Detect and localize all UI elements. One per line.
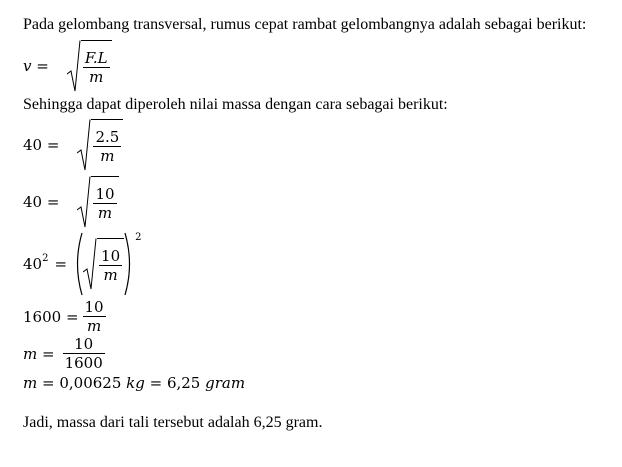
step4-denominator: m bbox=[86, 317, 102, 335]
step-6: m = 0,00625 kg = 6,25 gram bbox=[23, 374, 246, 392]
step3-denominator: m bbox=[103, 266, 118, 284]
sqrt-symbol bbox=[67, 40, 112, 92]
paren-group bbox=[73, 232, 134, 296]
step2-lhs: 40 = bbox=[23, 193, 60, 211]
left-paren-icon bbox=[73, 232, 83, 296]
step1-numerator: 2.5 bbox=[95, 128, 120, 146]
step5-lhs: m = bbox=[23, 344, 55, 363]
sqrt-symbol bbox=[77, 176, 118, 228]
step4-lhs: 1600 = bbox=[23, 307, 79, 326]
conclusion-text: Jadi, massa dari tali tersebut adalah 6,25 gram. bbox=[23, 414, 323, 431]
transition-text: Sehingga dapat diperoleh nilai massa dengan cara sebagai berikut: bbox=[23, 96, 448, 113]
step3-exponent: 2 bbox=[135, 232, 142, 243]
step2-numerator: 10 bbox=[95, 185, 115, 203]
sqrt-symbol bbox=[83, 238, 124, 290]
step3-lhs: $40^2$ bbox=[23, 253, 49, 273]
formula-velocity bbox=[23, 40, 112, 92]
step2-denominator: m bbox=[97, 204, 113, 222]
step-5 bbox=[23, 335, 105, 372]
step1-lhs: 40 = bbox=[23, 136, 60, 154]
formula-lhs: v = bbox=[23, 57, 49, 75]
step-2 bbox=[23, 176, 119, 228]
step-3: $40^2$ = $\frac{10}{m}$ 2 bbox=[23, 232, 142, 296]
step-1 bbox=[23, 119, 123, 171]
formula-fraction bbox=[83, 49, 110, 86]
step5-numerator: 10 bbox=[74, 335, 94, 353]
step5-denominator: 1600 bbox=[64, 354, 103, 372]
sqrt-symbol bbox=[77, 119, 123, 171]
right-paren-icon bbox=[124, 232, 134, 296]
step4-numerator: 10 bbox=[84, 298, 104, 316]
radical-sign-icon bbox=[83, 238, 97, 290]
radical-sign-icon bbox=[77, 176, 91, 228]
step-4 bbox=[23, 298, 106, 335]
step3-numerator: 10 bbox=[101, 247, 121, 265]
radical-sign-icon bbox=[67, 40, 81, 92]
step1-denominator: m bbox=[100, 147, 115, 165]
formula-numerator: F.L bbox=[84, 49, 108, 67]
intro-text: Pada gelombang transversal, rumus cepat rambat gelombangnya adalah sebagai berikut: bbox=[23, 16, 587, 33]
radical-sign-icon bbox=[77, 119, 91, 171]
formula-denominator: m bbox=[89, 68, 104, 86]
